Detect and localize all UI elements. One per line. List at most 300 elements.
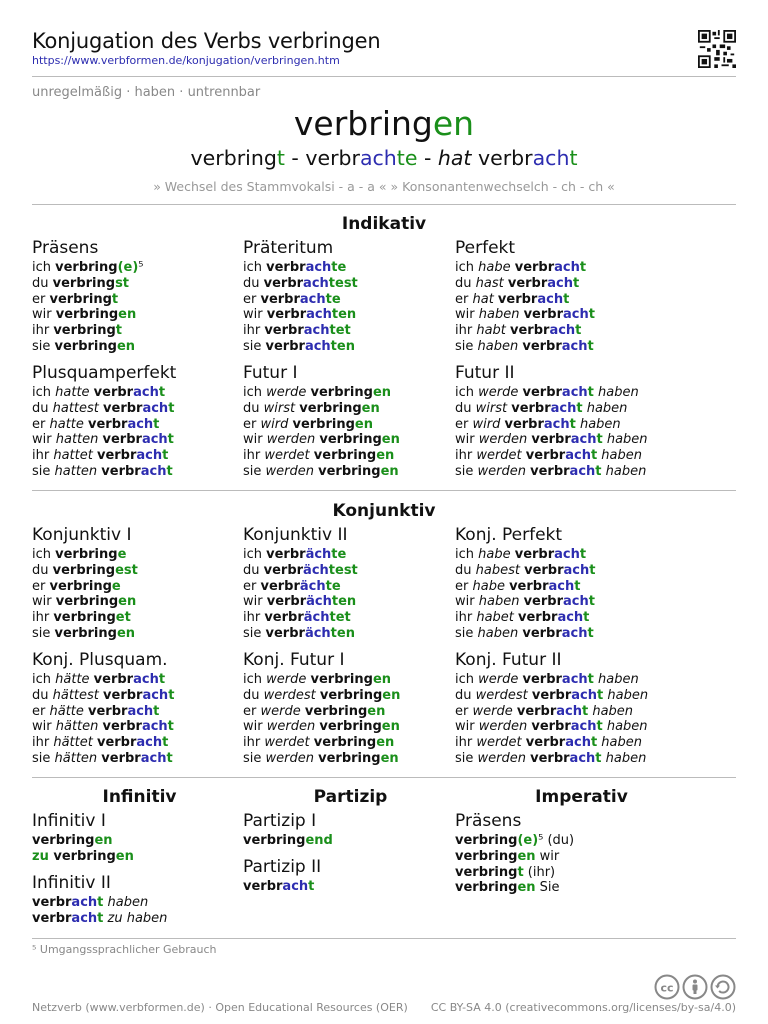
block-futur-1: [243, 363, 458, 480]
form-part: t: [276, 146, 285, 170]
conjugation-row: [243, 610, 458, 626]
conjugation-segment: wir: [455, 594, 479, 610]
block-partizip-2: [243, 857, 458, 895]
conjugation-segment: ten: [331, 594, 357, 610]
conjugation-row: [243, 704, 458, 720]
conjugation-segment: en: [361, 400, 380, 416]
conjugation-segment: ⁵: [138, 260, 144, 275]
conjugation-segment: ich: [455, 672, 479, 687]
conjugation-segment: ach: [547, 275, 573, 291]
conjugation-segment: ach: [561, 385, 588, 400]
conjugation-segment: hattet: [53, 448, 97, 464]
verb-tags: unregelmäßig · haben · untrennbar: [32, 85, 261, 100]
conjugation-segment: ach: [306, 307, 332, 323]
conjugation-row: [32, 547, 247, 563]
conjugation-segment: verbr: [266, 307, 307, 323]
conjugation-segment: verbring: [455, 864, 518, 880]
conjugation-segment: tet: [329, 610, 351, 626]
conjugation-segment: ach: [570, 432, 597, 448]
conjugation-segment: t: [517, 864, 524, 880]
conjugation-segment: wir: [535, 848, 560, 864]
conjugation-segment: verbr: [263, 562, 304, 578]
form-part: verbr: [305, 146, 360, 170]
footer-source[interactable]: Netzverb (www.verbformen.de) · Open Educational Resources (OER): [32, 1001, 408, 1014]
conjugation-segment: haben: [602, 719, 648, 735]
conjugation-segment: verbring: [310, 385, 373, 400]
conjugation-segment: verbring: [319, 432, 382, 448]
conjugation-row: [243, 339, 458, 355]
conjugation-row: [32, 417, 247, 433]
conjugation-segment: wirst: [263, 400, 300, 416]
conjugation-segment: verbr: [88, 416, 128, 432]
principal-form: [305, 146, 417, 170]
conjugation-segment: t: [162, 448, 169, 464]
conjugation-segment: werde: [260, 703, 305, 719]
conjugation-segment: habe: [472, 578, 510, 594]
conjugation-segment: hatten: [54, 463, 102, 479]
conjugation-row: [455, 339, 670, 355]
conjugation-segment: ach: [571, 687, 598, 703]
conjugation-segment: verbr: [32, 910, 72, 926]
conjugation-segment: wir: [32, 719, 56, 735]
conjugation-segment: werden: [266, 719, 320, 735]
conjugation-segment: t: [167, 719, 174, 735]
conjugation-segment: t: [596, 719, 603, 735]
conjugation-segment: hättet: [53, 735, 97, 751]
conjugation-segment: verbring: [318, 750, 381, 766]
conjugation-segment: verbring: [304, 703, 368, 719]
conjugation-segment: werde: [266, 672, 311, 687]
conjugation-segment: er: [32, 578, 50, 594]
conjugation-segment: du: [32, 275, 53, 291]
conjugation-segment: ach: [570, 719, 597, 735]
conjugation-segment: ach: [141, 719, 168, 735]
conjugation-segment: sie: [32, 338, 55, 354]
form-part: verbr: [477, 146, 533, 170]
conjugation-segment: verbring: [52, 562, 116, 578]
conjugation-segment: werden: [265, 463, 319, 479]
creative-commons-icon: [656, 976, 679, 999]
conjugation-segment: verbr: [510, 323, 550, 339]
conjugation-segment: en: [380, 750, 399, 766]
conjugation-segment: verbr: [518, 610, 558, 626]
conjugation-segment: ach: [304, 338, 331, 354]
conjugation-segment: t: [162, 735, 169, 751]
block-title: Präteritum: [243, 238, 334, 258]
header-divider: [32, 76, 736, 77]
conjugation-segment: en: [116, 625, 136, 641]
conjugation-segment: hatte: [55, 385, 94, 400]
conjugation-segment: ach: [562, 307, 589, 323]
section-infinitiv: Infinitiv: [102, 787, 177, 807]
conjugation-segment: en: [376, 735, 395, 751]
conjugation-segment: verbr: [497, 291, 538, 307]
conjugation-segment: werdet: [476, 448, 526, 464]
conjugation-row: [243, 323, 458, 339]
conjugation-row: [455, 579, 670, 595]
conjugation-row: [243, 417, 458, 433]
conjugation-segment: wird: [472, 416, 505, 432]
conjugation-segment: sie: [455, 750, 478, 766]
conjugation-segment: haben: [603, 687, 649, 703]
conjugation-segment: ach: [142, 687, 169, 703]
conjugation-segment: habe: [478, 547, 515, 562]
conjugation-segment: verbr: [507, 275, 548, 291]
conjugation-segment: verbr: [265, 625, 305, 641]
conjugation-row: [455, 626, 670, 642]
conjugation-segment: wir: [32, 594, 56, 610]
form-part: te: [396, 146, 418, 170]
conjugation-segment: haben: [597, 448, 642, 464]
conjugation-segment: verbr: [531, 719, 571, 735]
conjugation-segment: ich: [32, 672, 56, 687]
conjugation-row: [32, 323, 247, 339]
conjugation-segment: verbr: [530, 750, 570, 766]
conjugation-segment: ten: [331, 307, 357, 323]
conjugation-segment: (ihr): [523, 864, 556, 880]
conjugation-segment: t: [595, 750, 602, 766]
conjugation-segment: ihr: [32, 448, 54, 464]
conjugation-row: [243, 579, 458, 595]
conjugation-segment: werde: [478, 672, 523, 687]
conjugation-row: [455, 688, 670, 704]
conjugation-segment: werdet: [264, 448, 314, 464]
block-title: Konj. Plusquam.: [32, 650, 168, 670]
conjugation-segment: verbr: [504, 416, 544, 432]
conjugation-segment: werdest: [263, 687, 320, 703]
conjugation-row: [243, 672, 458, 688]
conjugation-segment: du: [243, 275, 264, 291]
conjugation-segment: ich: [243, 385, 267, 400]
conjugation-segment: ⁵ (du): [538, 833, 575, 848]
conjugation-row: [32, 704, 247, 720]
conjugation-segment: ach: [543, 416, 570, 432]
conjugation-segment: er: [32, 291, 50, 307]
conjugation-segment: ach: [305, 260, 332, 275]
conjugation-segment: sie: [243, 750, 266, 766]
conjugation-segment: en: [116, 338, 136, 354]
conjugation-segment: t: [587, 672, 594, 687]
conjugation-segment: verbr: [266, 594, 307, 610]
conjugation-segment: ach: [141, 432, 168, 448]
conjugation-segment: haben: [601, 463, 647, 479]
conjugation-segment: en: [382, 687, 401, 703]
conjugation-segment: (e): [517, 833, 539, 848]
conjugation-segment: ach: [554, 260, 580, 275]
conjugation-segment: verbr: [522, 625, 562, 641]
conjugation-segment: t: [590, 735, 598, 751]
conjugation-segment: er: [32, 416, 50, 432]
conjugation-segment: ich: [32, 547, 56, 562]
conjugation-segment: ach: [537, 291, 564, 307]
conjugation-segment: sie: [243, 338, 266, 354]
conjugation-row: [32, 849, 247, 865]
conjugation-segment: du: [32, 562, 53, 578]
conjugation-segment: haben: [597, 735, 642, 751]
conjugation-segment: ihr: [32, 735, 54, 751]
conjugation-row: [455, 323, 670, 339]
conjugation-row: [243, 448, 458, 464]
conjugation-segment: er: [455, 416, 473, 432]
conjugation-segment: sie: [455, 463, 478, 479]
conjugation-segment: er: [455, 578, 473, 594]
conjugation-segment: ach: [136, 735, 163, 751]
divider-top: [32, 204, 736, 205]
conjugation-segment: sie: [32, 750, 55, 766]
conjugation-segment: habet: [476, 610, 519, 626]
conjugation-segment: ach: [303, 275, 329, 291]
conjugation-segment: verbring: [53, 610, 116, 626]
conjugation-segment: ach: [569, 463, 596, 479]
conjugation-segment: verbr: [101, 463, 141, 479]
conjugation-segment: t: [588, 594, 595, 610]
conjugation-row: [455, 865, 670, 881]
conjugation-segment: verbring: [32, 833, 95, 848]
block-praeteritum: [243, 238, 458, 355]
conjugation-segment: verbr: [93, 672, 134, 687]
block-futur-2: [455, 363, 670, 480]
conjugation-segment: verbr: [103, 687, 143, 703]
block-plusquamperfekt: [32, 363, 247, 480]
conjugation-segment: verbring: [54, 338, 117, 354]
conjugation-segment: e: [111, 578, 121, 594]
form-part: ach: [532, 146, 570, 170]
conjugation-segment: verbring: [53, 848, 116, 864]
conjugation-segment: habe: [478, 260, 515, 275]
conjugation-segment: t: [597, 687, 604, 703]
conjugation-segment: t: [153, 703, 160, 719]
conjugation-segment: ihr: [32, 323, 54, 339]
conjugation-segment: en: [115, 848, 134, 864]
conjugation-row: [243, 879, 458, 895]
conjugation-segment: te: [325, 578, 341, 594]
conjugation-segment: ach: [282, 879, 309, 894]
conjugation-segment: verbr: [516, 703, 557, 719]
conjugation-segment: sie: [32, 463, 55, 479]
page-url[interactable]: https://www.verbformen.de/konjugation/verbringen.htm: [32, 54, 340, 67]
conjugation-segment: äch: [303, 610, 330, 626]
conjugation-row: [243, 688, 458, 704]
conjugation-segment: wir: [455, 432, 479, 448]
conjugation-row: [455, 880, 670, 896]
conjugation-segment: verbr: [102, 432, 142, 448]
block-imperativ: [455, 811, 670, 896]
conjugation-segment: en: [118, 594, 137, 610]
conjugation-row: [32, 610, 247, 626]
conjugation-segment: end: [305, 833, 333, 848]
conjugation-segment: du: [32, 400, 53, 416]
conjugation-segment: verbr: [522, 338, 562, 354]
conjugation-segment: t: [590, 448, 598, 464]
form-part: verbring: [190, 146, 277, 170]
conjugation-segment: verbring: [318, 463, 381, 479]
conjugation-segment: hätten: [54, 750, 102, 766]
conjugation-segment: wir: [243, 307, 267, 323]
page-title: Konjugation des Verbs verbringen: [32, 29, 381, 53]
conjugation-segment: ach: [127, 416, 154, 432]
conjugation-segment: wirst: [475, 400, 512, 416]
conjugation-row: [455, 432, 670, 448]
conjugation-segment: ach: [561, 672, 588, 687]
form-separator: -: [284, 146, 306, 170]
conjugation-segment: haben: [601, 750, 647, 766]
conjugation-segment: ach: [554, 547, 580, 562]
conjugation-segment: t: [573, 275, 580, 291]
conjugation-row: [243, 751, 458, 767]
conjugation-segment: est: [115, 562, 138, 578]
conjugation-row: [32, 594, 247, 610]
block-title: Konj. Perfekt: [455, 525, 563, 545]
conjugation-segment: haben: [593, 672, 639, 687]
conjugation-segment: er: [243, 291, 261, 307]
conjugation-row: [455, 464, 670, 480]
conjugation-segment: verbr: [103, 400, 143, 416]
conjugation-row: [32, 464, 247, 480]
conjugation-segment: haben: [478, 594, 524, 610]
conjugation-segment: verbr: [266, 260, 306, 275]
conjugation-segment: du: [455, 687, 476, 703]
conjugation-row: [455, 448, 670, 464]
conjugation-row: [243, 385, 458, 401]
conjugation-segment: t: [111, 291, 119, 307]
conjugation-segment: t: [576, 400, 583, 416]
conjugation-row: [243, 401, 458, 417]
conjugation-segment: zu: [32, 848, 54, 864]
conjugation-segment: werde: [266, 385, 311, 400]
conjugation-row: [32, 276, 247, 292]
footnote: ⁵ Umgangssprachlicher Gebrauch: [32, 943, 217, 956]
conjugation-row: [32, 735, 247, 751]
conjugation-segment: t: [569, 416, 576, 432]
conjugation-segment: hat: [472, 291, 498, 307]
conjugation-segment: er: [455, 291, 473, 307]
conjugation-segment: te: [325, 291, 341, 307]
block-konj-perfekt: [455, 525, 670, 642]
conjugation-segment: verbr: [101, 750, 141, 766]
conjugation-segment: ach: [71, 895, 98, 910]
conjugation-segment: du: [243, 400, 264, 416]
conjugation-segment: werden: [478, 719, 532, 735]
conjugation-segment: er: [455, 703, 473, 719]
conjugation-segment: verbring: [53, 323, 116, 339]
footer-license[interactable]: CC BY-SA 4.0 (creativecommons.org/licenses/by-sa/4.0): [430, 1001, 736, 1014]
conjugation-segment: verbring: [313, 735, 377, 751]
conjugation-segment: t: [97, 895, 104, 910]
conjugation-segment: ich: [243, 260, 267, 275]
conjugation-segment: du: [455, 562, 476, 578]
conjugation-segment: ihr: [32, 610, 54, 626]
conjugation-segment: werden: [478, 432, 532, 448]
conjugation-segment: verbr: [525, 735, 566, 751]
conjugation-segment: er: [243, 416, 261, 432]
conjugation-segment: verbr: [531, 687, 572, 703]
conjugation-segment: en: [118, 307, 137, 323]
conjugation-segment: werden: [477, 463, 531, 479]
conjugation-segment: hätten: [55, 719, 103, 735]
conjugation-row: [455, 292, 670, 308]
conjugation-segment: verbr: [266, 547, 306, 562]
conjugation-segment: verbr: [243, 879, 283, 894]
conjugation-segment: er: [32, 703, 50, 719]
conjugation-segment: wir: [243, 432, 267, 448]
conjugation-segment: te: [331, 547, 347, 562]
block-title: Perfekt: [455, 238, 516, 258]
conjugation-row: [32, 563, 247, 579]
conjugation-segment: sie: [243, 625, 266, 641]
conjugation-segment: verbr: [522, 385, 562, 400]
conjugation-row: [243, 594, 458, 610]
conjugation-segment: t: [587, 625, 594, 641]
conjugation-segment: hast: [475, 275, 508, 291]
block-title: Konj. Futur II: [455, 650, 562, 670]
conjugation-row: [32, 833, 247, 849]
conjugation-segment: hätte: [55, 672, 94, 687]
conjugation-row: [32, 688, 247, 704]
conjugation-segment: verbr: [263, 275, 304, 291]
conjugation-segment: t: [97, 910, 104, 926]
conjugation-segment: du: [32, 687, 53, 703]
conjugation-segment: haben: [602, 432, 648, 448]
conjugation-segment: er: [243, 578, 261, 594]
conjugation-segment: verbring: [55, 307, 119, 323]
conjugation-segment: verbr: [514, 547, 555, 562]
conjugation-segment: hatten: [55, 432, 103, 448]
block-title: Konjunktiv II: [243, 525, 348, 545]
block-title: Futur II: [455, 363, 515, 383]
conjugation-row: [243, 292, 458, 308]
conjugation-segment: hatte: [49, 416, 89, 432]
conjugation-segment: wir: [243, 594, 267, 610]
conjugation-segment: verbring: [52, 275, 116, 291]
conjugation-segment: du: [455, 275, 476, 291]
divider-bottom: [32, 938, 736, 939]
conjugation-segment: verbr: [522, 672, 562, 687]
conjugation-row: [455, 307, 670, 323]
conjugation-segment: verbr: [96, 448, 137, 464]
conjugation-segment: haben: [478, 307, 524, 323]
conjugation-segment: t: [583, 610, 590, 626]
conjugation-segment: verbr: [509, 578, 549, 594]
conjugation-segment: äch: [305, 547, 332, 562]
conjugation-segment: t: [166, 750, 173, 766]
conjugation-segment: wir: [32, 432, 56, 448]
conjugation-row: [455, 547, 670, 563]
conjugation-segment: verbring: [55, 260, 118, 275]
conjugation-segment: verbring: [55, 594, 119, 610]
conjugation-segment: ach: [299, 291, 326, 307]
conjugation-row: [243, 735, 458, 751]
conjugation-segment: ach: [133, 672, 159, 687]
conjugation-segment: ich: [455, 385, 479, 400]
conjugation-row: [455, 719, 670, 735]
conjugation-segment: t: [595, 463, 602, 479]
conjugation-row: [455, 260, 670, 276]
block-konj-futur-2: [455, 650, 670, 767]
block-title: Infinitiv I: [32, 811, 106, 831]
conjugation-segment: ach: [133, 385, 159, 400]
conjugation-segment: (e): [117, 260, 139, 275]
conjugation-row: [455, 672, 670, 688]
conjugation-segment: verbring: [55, 547, 118, 562]
conjugation-segment: en: [380, 463, 399, 479]
block-title: Präsens: [455, 811, 522, 831]
conjugation-row: [455, 401, 670, 417]
conjugation-segment: en: [376, 448, 395, 464]
conjugation-segment: en: [381, 719, 400, 735]
conjugation-row: [32, 911, 247, 927]
conjugation-segment: hätte: [49, 703, 89, 719]
conjugation-segment: er: [243, 703, 261, 719]
